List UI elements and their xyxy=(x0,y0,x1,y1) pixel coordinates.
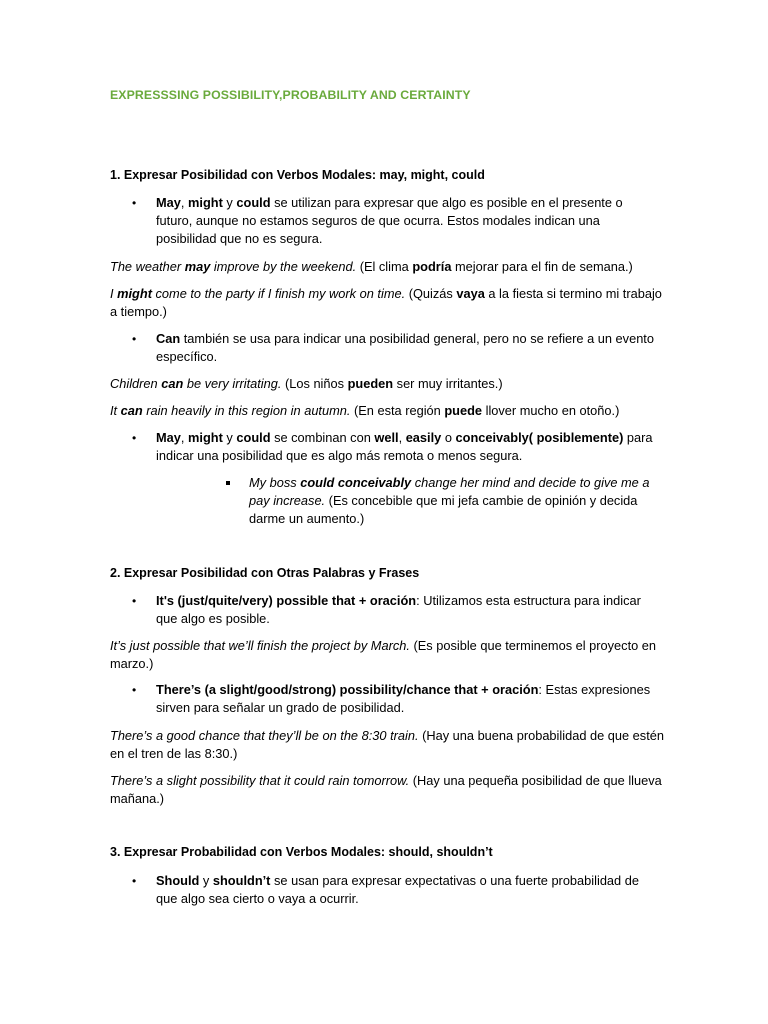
s1-example-1: The weather may improve by the weekend. (El clima podría mejorar para el fin de semana.) xyxy=(110,259,633,274)
s2-bullet-1: It's (just/quite/very) possible that + oración: Utilizamos esta estructura para indicar que algo es posible. xyxy=(156,593,641,626)
bullet-icon: • xyxy=(132,874,137,888)
s1-example-3: Children can be very irritating. (Los niños pueden ser muy irritantes.) xyxy=(110,376,503,391)
s1-bullet-1: May, might y could se utilizan para expresar que algo es posible en el presente o futuro, aunque no estamos seguros de que ocurra. Estos modales indican una posibilidad que no es segura. xyxy=(156,195,623,246)
s2-example-3: There’s a slight possibility that it could rain tomorrow. (Hay una pequeña posibilidad de que llueva mañana.) xyxy=(110,773,662,806)
bullet-icon: • xyxy=(132,431,137,445)
s1-example-4: It can rain heavily in this region in autumn. (En esta región puede llover mucho en otoño.) xyxy=(110,403,620,418)
s1-bullet-2: Can también se usa para indicar una posibilidad general, pero no se refiere a un evento específico. xyxy=(156,331,654,364)
s2-example-1: It’s just possible that we’ll finish the project by March. (Es posible que terminemos el proyecto en marzo.) xyxy=(110,638,657,671)
square-bullet-icon xyxy=(226,481,230,485)
s1-bullet-3: May, might y could se combinan con well, easily o conceivably( posiblemente) para indicar una posibilidad que es algo más remota o menos segura. xyxy=(156,430,653,463)
s3-bullet-1: Should y shouldn’t se usan para expresar expectativas o una fuerte probabilidad de que algo sea cierto o vaya a ocurrir. xyxy=(156,873,639,906)
bullet-icon: • xyxy=(132,196,137,210)
section-3-heading: 3. Expresar Probabilidad con Verbos Modales: should, shouldn’t xyxy=(110,845,493,859)
s2-bullet-2: There’s (a slight/good/strong) possibility/chance that + oración: Estas expresiones sirven para señalar un grado de posibilidad. xyxy=(156,682,651,715)
section-1-heading: 1. Expresar Posibilidad con Verbos Modales: may, might, could xyxy=(110,168,485,182)
bullet-icon: • xyxy=(132,594,137,608)
s1-sub-bullet-1: My boss could conceivably change her mind and decide to give me a pay increase. (Es concebible que mi jefa cambie de opinión y decida darme un aumento.) xyxy=(249,475,650,526)
s1-example-2: I might come to the party if I finish my work on time. (Quizás vaya a la fiesta si termino mi trabajo a tiempo.) xyxy=(110,286,662,319)
section-2-heading: 2. Expresar Posibilidad con Otras Palabras y Frases xyxy=(110,566,420,580)
bullet-icon: • xyxy=(132,683,137,697)
bullet-icon: • xyxy=(132,332,137,346)
document-title: EXPRESSSING POSSIBILITY,PROBABILITY AND CERTAINTY xyxy=(110,88,471,102)
s2-example-2: There’s a good chance that they’ll be on the 8:30 train. (Hay una buena probabilidad de que estén en el tren de las 8:30.) xyxy=(110,728,664,761)
